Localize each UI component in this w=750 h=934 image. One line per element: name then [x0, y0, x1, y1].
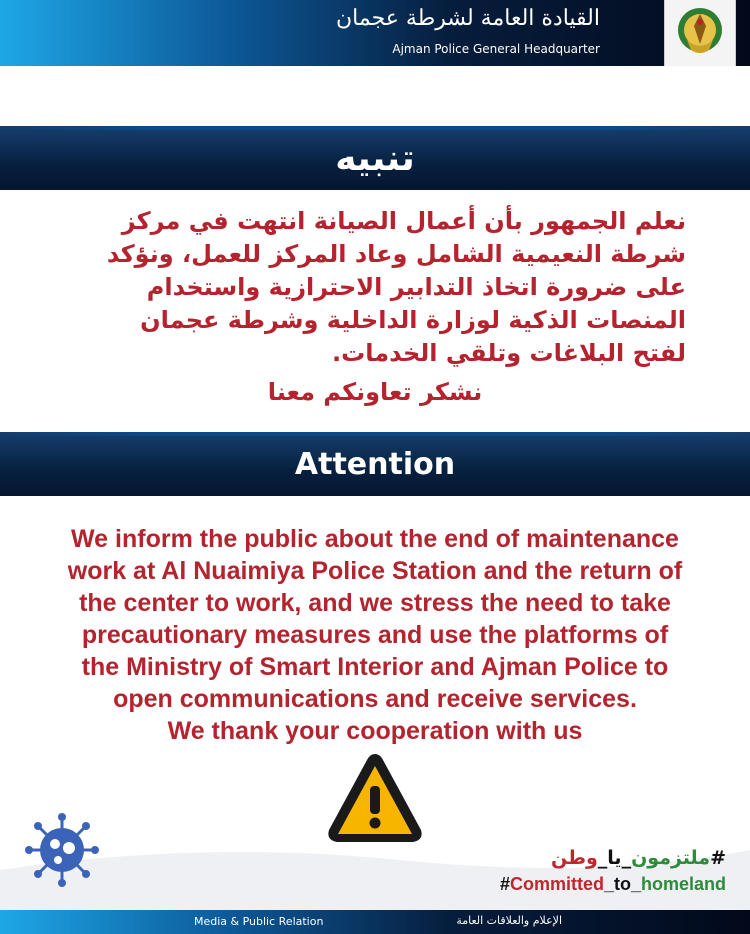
english-line: open communications and receive services.	[113, 685, 637, 713]
hashtag-symbol: #	[710, 847, 726, 869]
hashtag-word: ملتزمون	[631, 847, 711, 869]
arabic-line: شرطة النعيمية الشامل وعاد المركز للعمل، ونؤكد	[106, 240, 686, 268]
english-heading: Attention	[294, 446, 456, 482]
arabic-notice-text	[58, 205, 686, 370]
footer-arabic-label: الإعلام والعلاقات العامة	[456, 914, 562, 927]
english-heading-band	[0, 432, 750, 496]
arabic-thanks: نشكر تعاونكم معنا	[267, 378, 483, 406]
hashtag-arabic	[551, 847, 726, 869]
english-line: We inform the public about the end of maintenance	[71, 525, 679, 553]
hashtag-word: _to_	[603, 874, 641, 894]
arabic-line: لفتح البلاغات وتلقي الخدمات.	[331, 339, 686, 367]
arabic-line: نعلم الجمهور بأن أعمال الصيانة انتهت في مركز	[121, 207, 686, 235]
hashtag-symbol: #	[499, 874, 510, 894]
hq-title-english: Ajman Police General Headquarter	[392, 42, 600, 56]
hashtag-word: homeland	[640, 874, 726, 894]
english-line: work at Al Nuaimiya Police Station and the return of	[67, 557, 683, 585]
english-line: the Ministry of Smart Interior and Ajman Police to	[81, 653, 669, 681]
arabic-heading: تنبيه	[335, 137, 415, 179]
english-line: precautionary measures and use the platforms of	[81, 621, 669, 649]
arabic-line: المنصات الذكية لوزارة الداخلية وشرطة عجمان	[140, 306, 686, 334]
hashtag-word: _يا_	[597, 847, 632, 869]
english-line: the center to work, and we stress the need to take	[79, 589, 671, 617]
hashtag-word: Committed	[509, 874, 604, 894]
arabic-heading-band	[0, 126, 750, 190]
english-notice-text	[30, 523, 720, 747]
english-thanks: We thank your cooperation with us	[167, 717, 583, 745]
hq-title-arabic: القيادة العامة لشرطة عجمان	[336, 6, 600, 31]
hashtag-english	[500, 874, 726, 895]
footer-english-label: Media & Public Relation	[194, 915, 324, 928]
arabic-line: على ضرورة اتخاذ التدابير الاحترازية واستخدام	[146, 273, 686, 301]
coronavirus-icon	[22, 810, 102, 890]
hashtag-word: وطن	[550, 847, 598, 869]
header-bar	[0, 0, 750, 66]
bottom-wave	[0, 830, 750, 910]
footer-bar	[0, 910, 750, 934]
police-emblem-icon	[664, 0, 736, 66]
